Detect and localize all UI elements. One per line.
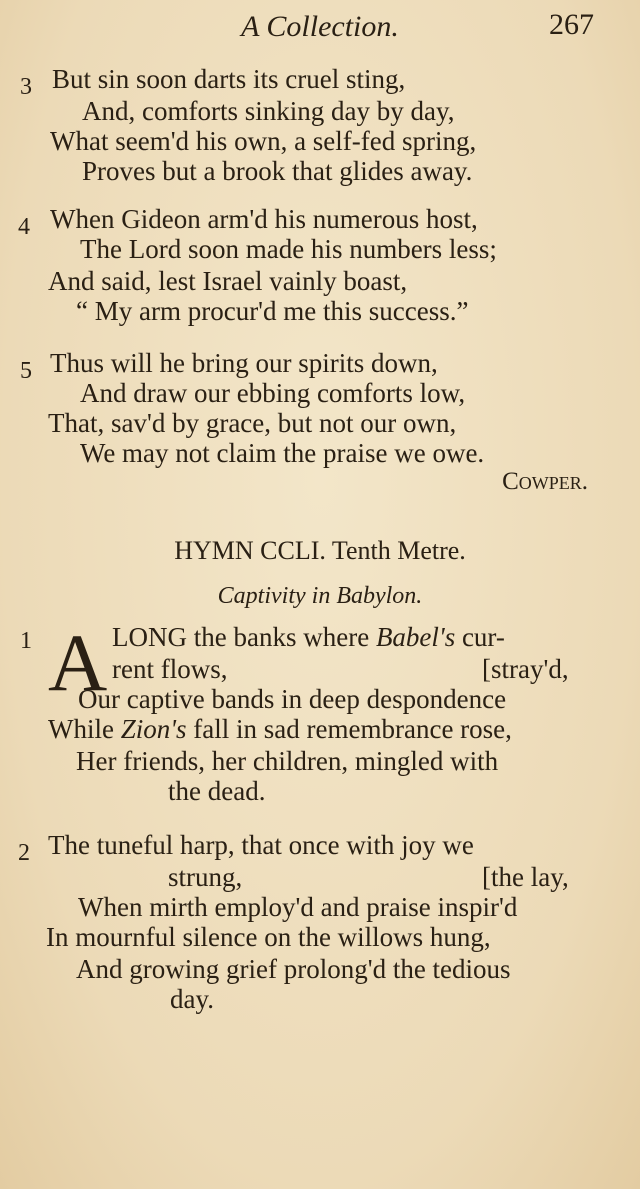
verse-line: Proves but a brook that glides away.: [82, 156, 473, 186]
verse-line: The Lord soon made his numbers less;: [80, 234, 497, 264]
verse-line: That, sav'd by grace, but not our own,: [48, 408, 457, 438]
verse-text: While: [48, 714, 121, 744]
stanza-number: 4: [18, 214, 30, 240]
verse-line: And said, lest Israel vainly boast,: [48, 266, 408, 296]
verse-line: [112, 622, 505, 652]
hymn-subtitle: Captivity in Babylon.: [217, 583, 423, 609]
verse-line: When Gideon arm'd his numerous host,: [50, 204, 478, 234]
verse-line: Our captive bands in deep despondence: [78, 684, 507, 714]
verse-line: day.: [170, 984, 214, 1014]
verse-line: [48, 714, 512, 744]
verse-line: rent flows,: [112, 654, 228, 684]
stanza-number: 2: [18, 840, 30, 866]
turnover-line: [stray'd,: [482, 654, 569, 684]
verse-line: the dead.: [168, 776, 266, 806]
page-number: 267: [549, 8, 594, 41]
author-attribution: Cowper.: [502, 468, 588, 495]
stanza-number: 1: [20, 628, 32, 654]
verse-text: fall in sad remembrance rose,: [186, 714, 512, 744]
drop-cap: A: [48, 617, 108, 708]
turnover-line: [the lay,: [482, 862, 569, 892]
verse-line: Thus will he bring our spirits down,: [50, 348, 438, 378]
stanza-number: 5: [20, 358, 32, 384]
stanza-number: 3: [20, 74, 32, 100]
verse-text: cur-: [455, 622, 505, 652]
verse-text: LONG the banks where: [112, 622, 376, 652]
verse-italic: Babel's: [375, 622, 456, 652]
verse-line: strung,: [168, 862, 243, 892]
verse-line: When mirth employ'd and praise inspir'd: [78, 892, 518, 922]
verse-line: “ My arm procur'd me this success.”: [76, 296, 469, 326]
verse-line: And, comforts sinking day by day,: [82, 96, 455, 126]
verse-line: Her friends, her children, mingled with: [76, 746, 499, 776]
verse-italic: Zion's: [120, 714, 187, 744]
verse-line: We may not claim the praise we owe.: [80, 438, 485, 468]
verse-line: The tuneful harp, that once with joy we: [48, 830, 474, 860]
verse-line: In mournful silence on the willows hung,: [46, 922, 491, 952]
hymn-title: HYMN CCLI. Tenth Metre.: [174, 536, 466, 565]
running-title: A Collection.: [241, 10, 399, 43]
verse-line: What seem'd his own, a self-fed spring,: [50, 126, 477, 156]
verse-line: And growing grief prolong'd the tedious: [76, 954, 511, 984]
verse-line: And draw our ebbing comforts low,: [80, 378, 466, 408]
verse-line: But sin soon darts its cruel sting,: [52, 64, 406, 94]
